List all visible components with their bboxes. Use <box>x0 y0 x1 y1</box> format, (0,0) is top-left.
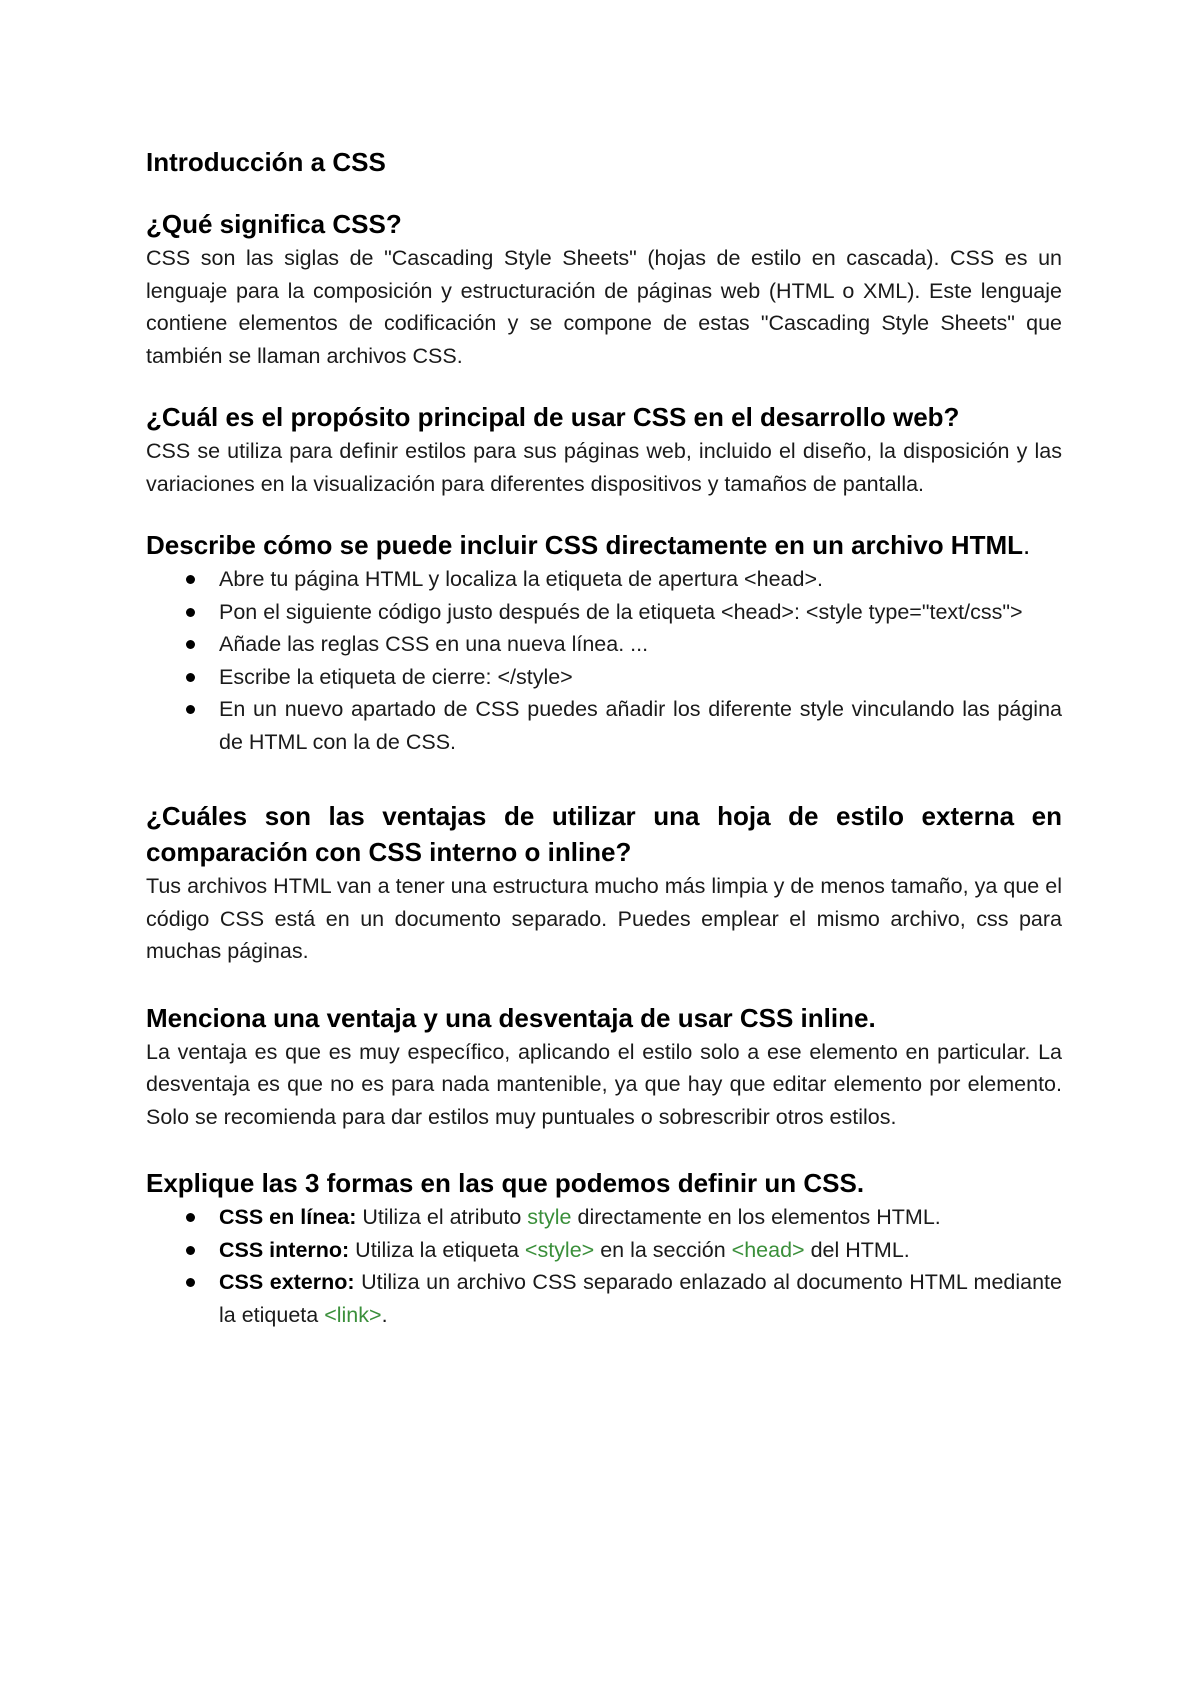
bullet-icon <box>186 1246 195 1255</box>
list-item <box>146 1266 1062 1331</box>
code-snippet: style <box>527 1205 572 1229</box>
bullet-icon <box>186 640 195 649</box>
answer-paragraph: CSS se utiliza para definir estilos para sus páginas web, incluido el diseño, la disposición y las variaciones en la visualización para diferentes dispositivos y tamaños de pantalla. <box>146 439 1062 496</box>
list-item <box>146 563 1062 596</box>
section-inline-pros-cons <box>146 1000 1062 1134</box>
question-tail: . <box>1023 530 1031 560</box>
question-heading: ¿Cuáles son las ventajas de utilizar una hoja de estilo externa en comparación con CSS interno o inline? <box>146 801 1062 867</box>
code-snippet: <style> <box>524 1237 595 1262</box>
forms-list <box>146 1201 1062 1331</box>
code-snippet: <link> <box>324 1302 382 1327</box>
list-item <box>146 596 1062 629</box>
form-text: Utiliza la etiqueta <box>349 1237 525 1262</box>
list-item <box>146 1234 1062 1267</box>
form-label: CSS externo: <box>219 1270 355 1294</box>
section-purpose <box>146 399 1062 500</box>
bullet-icon <box>186 575 195 584</box>
steps-list <box>146 563 1062 758</box>
section-include-css <box>146 527 1062 758</box>
form-text: en la sección <box>594 1237 732 1262</box>
answer-paragraph: Tus archivos HTML van a tener una estructura mucho más limpia y de menos tamaño, ya que el código CSS está en un documento separado. Puedes emplear el mismo archivo, css para muchas páginas. <box>146 874 1062 963</box>
list-item-text: Añade las reglas CSS en una nueva línea. ... <box>219 632 649 656</box>
question-heading <box>146 527 1062 563</box>
section-three-forms <box>146 1165 1062 1331</box>
list-item-text: Escribe la etiqueta de cierre: </style> <box>219 664 573 689</box>
code-snippet: <head> <box>731 1237 805 1262</box>
bullet-icon <box>186 608 195 617</box>
form-label: CSS en línea: <box>219 1205 357 1229</box>
list-item <box>146 1201 1062 1234</box>
question-text: Describe cómo se puede incluir CSS directamente en un archivo HTML <box>146 530 1024 560</box>
question-heading: ¿Qué significa CSS? <box>146 209 402 239</box>
question-heading: Menciona una ventaja y una desventaja de usar CSS inline. <box>146 1002 876 1033</box>
list-item-text: En un nuevo apartado de CSS puedes añadir los diferente style vinculando las página de HTML con la de CSS. <box>219 697 1062 754</box>
form-text: Utiliza un archivo CSS separado enlazado al documento HTML mediante la etiqueta <box>219 1270 1062 1327</box>
form-text: . <box>381 1302 388 1327</box>
section-what-is-css <box>146 206 1062 372</box>
question-heading: ¿Cuál es el propósito principal de usar CSS en el desarrollo web? <box>146 402 960 432</box>
list-item <box>146 628 1062 661</box>
bullet-icon <box>186 1278 195 1287</box>
form-text: del HTML. <box>804 1237 910 1262</box>
bullet-icon <box>186 705 195 714</box>
bullet-icon <box>186 1213 195 1222</box>
document-title: Introducción a CSS <box>146 147 386 177</box>
list-item <box>146 693 1062 758</box>
list-item-text: Pon el siguiente código justo después de la etiqueta <head>: <style type="text/css"> <box>219 599 1023 624</box>
question-heading: Explique las 3 formas en las que podemos definir un CSS. <box>146 1168 865 1198</box>
form-text: Utiliza el atributo <box>356 1205 528 1229</box>
form-text: directamente en los elementos HTML. <box>571 1205 941 1229</box>
document-page <box>146 146 1062 1358</box>
answer-paragraph: La ventaja es que es muy específico, aplicando el estilo solo a ese elemento en particular. La desventaja es que no es para nada mantenible, ya que hay que editar elemento por elemento. Solo se recomienda para dar estilos muy puntuales o sobrescribir otros estilos. <box>146 1039 1062 1129</box>
list-item-text: Abre tu página HTML y localiza la etiqueta de apertura <head>. <box>219 567 823 591</box>
answer-paragraph: CSS son las siglas de "Cascading Style Sheets" (hojas de estilo en cascada). CSS es un lenguaje para la composición y estructuración de páginas web (HTML o XML). Este lenguaje contiene elementos de codificación y se compone de estas "Cascading Style Sheets" que también se llaman archivos CSS. <box>146 246 1062 368</box>
list-item <box>146 661 1062 694</box>
form-label: CSS interno: <box>219 1237 350 1262</box>
section-external-advantages <box>146 798 1062 968</box>
bullet-icon <box>186 673 195 682</box>
